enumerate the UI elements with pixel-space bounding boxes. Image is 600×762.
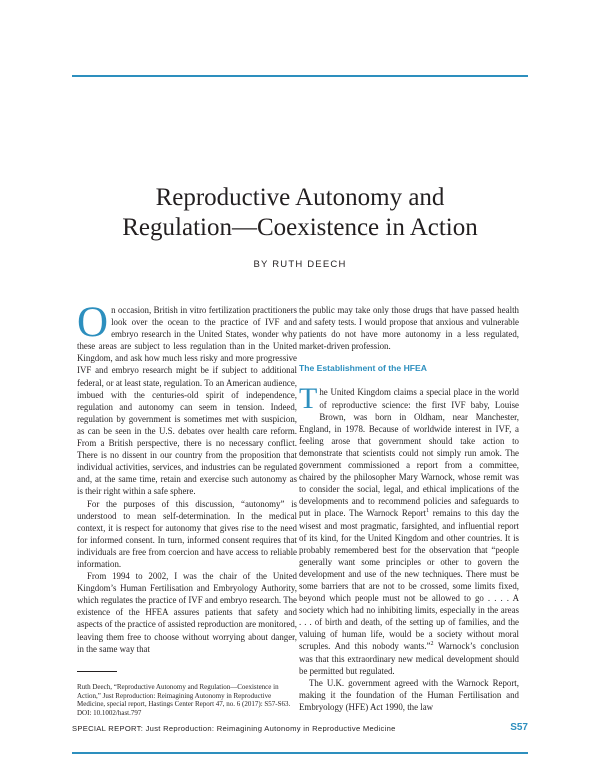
paragraph: For the purposes of this discussion, “autonomy” is understood to mean self-determination. In the medical context, it is respect for autonomy that gives rise to the need for informed consent. In turn, informed consent requires that individuals are free from coercion and have access to reliable information. (77, 498, 297, 569)
right-column (299, 304, 519, 713)
drop-cap: O (77, 299, 109, 346)
paragraph: From 1994 to 2002, I was the chair of the United Kingdom’s Human Fertilisation and Embryology Authority, which regulates the practice of IVF and embryo research. The existence of the HFEA assures patients that safety and aspects of the practice of assisted reproduction are monitored, leaving them free to choose without worrying about danger, in the same way that (77, 571, 297, 654)
paragraph-text: n occasion, British in vitro fertilization practitioners look over the ocean to the practice of IVF and embryo research in the United States, wonder why these areas are subject to less regulation than in the United Kingdom, and ask how much less risky and more progressive IVF and embryo research might be if subject to additional federal, or at least state, regulation. To an American audience, imbued with the centuries-old spirit of independence, regulation and autonomy can seem in tension. Indeed, regulation by government is sometimes met with suspicion, as can be seen in the U.S. debates over health care reform. From a British perspective, there is no necessary conflict. There is no dissent in our country from the proposition that individual activities, services, and industries can be regulated and, at the same time, retain and exercise such autonomy as is their right within a safe sphere. (77, 305, 297, 497)
bottom-rule (72, 752, 528, 754)
paragraph-text: remains to this day the wisest and most pragmatic, farsighted, and influential report of its kind, for the United Kingdom and other countries. It is probably remembered best for the observation that “people generally want some principles or other to govern the development and use of the new techniques. There must be some barriers that are not to be crossed, some limits fixed, beyond which people must not be allowed to go . . . . A society which had no inhibiting limits, especially in the areas . . . of birth and death, of the setting up of families, and the valuing of human life, would be a society without moral scruples. And this nobody wants.” (299, 508, 519, 652)
running-head: SPECIAL REPORT: Just Reproduction: Reimagining Autonomy in Reproductive Medicine (72, 724, 396, 733)
intro-paragraph (77, 299, 297, 498)
section-paragraph (299, 382, 519, 676)
paragraph: the public may take only those drugs that have passed health and safety tests. I would propose that anxious and vulnerable patients do not have more autonomy in a less regulated, market-driven profession. (299, 305, 519, 352)
top-rule (72, 75, 528, 77)
title-line-2: Regulation—Coexistence in Action (122, 214, 478, 241)
section-heading: The Establishment of the HFEA (299, 363, 427, 374)
reference-marker[interactable]: 2 (430, 641, 434, 648)
left-column (77, 299, 297, 655)
page-number: S57 (510, 722, 528, 733)
citation-footnote: Ruth Deech, “Reproductive Autonomy and Regulation—Coexistence in Action,” Just Reproduction: Reimagining Autonomy in Reproductive Medicine, special report, Hastings Center Report 47, no. 6 (2017): S57-S63. DOI: 10.1002/hast.797 (77, 683, 291, 717)
drop-cap: T (299, 382, 318, 416)
paragraph: The U.K. government agreed with the Warnock Report, making it the foundation of the Human Fertilisation and Embryology (HFE) Act 1990, the law (299, 677, 519, 712)
paragraph-text: he United Kingdom claims a special place in the world of reproductive science: the first IVF baby, Louise Brown, was born in Oldham, near Manchester, England, in 1978. Because of worldwide interest in IVF, a feeling arose that government should take action to demonstrate that scientists could not simply run amok. The government commissioned a report from a committee, chaired by the philosopher Mary Warnock, whose remit was to consider the social, legal, and ethical implications of the developments and to recommend policies and safeguards to put in place. The Warnock Report (299, 387, 519, 519)
title-line-1: Reproductive Autonomy and (155, 184, 445, 211)
footnote-rule (77, 671, 117, 672)
article-title (40, 183, 560, 243)
reference-marker[interactable]: 1 (426, 508, 430, 515)
paragraph-text: Warnock’s conclusion was that this extraordinary new medical development should be permitted but regulated. (299, 641, 519, 676)
byline: BY RUTH DEECH (253, 259, 347, 270)
